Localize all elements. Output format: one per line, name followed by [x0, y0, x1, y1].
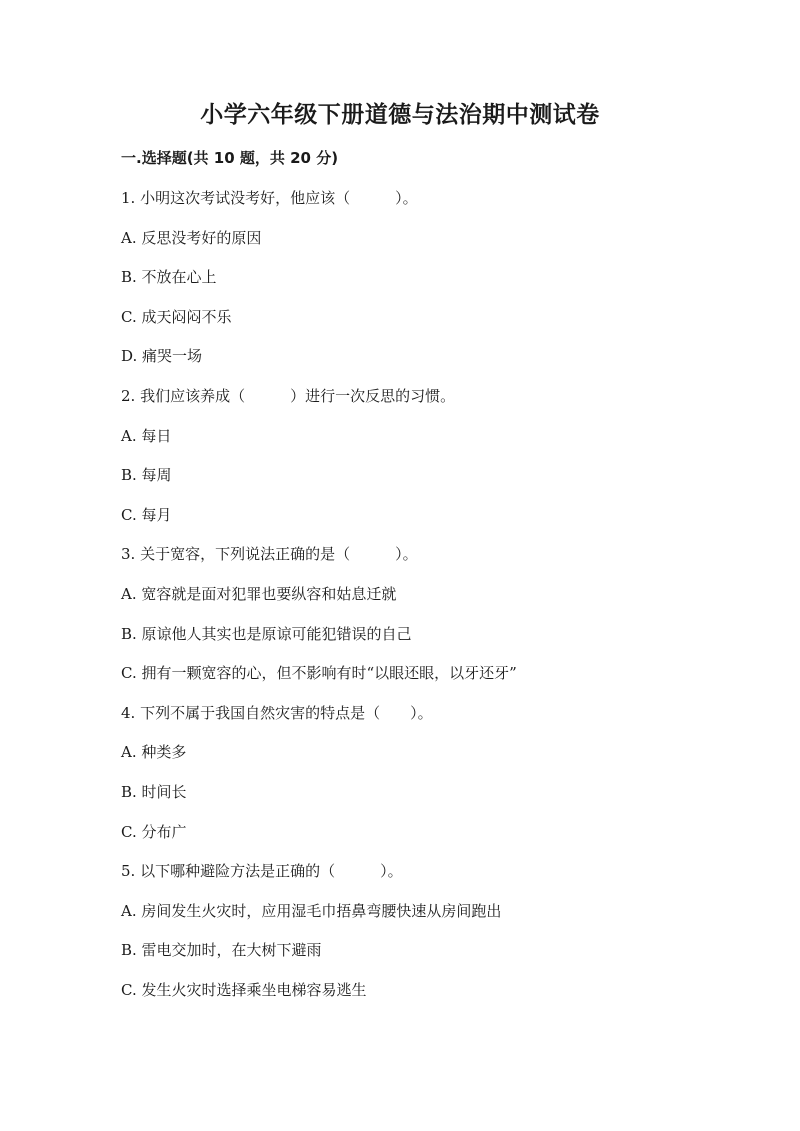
question-2-option-b: B. 每周 [121, 466, 172, 485]
question-1-option-b: B. 不放在心上 [121, 268, 217, 287]
page-title: 小学六年级下册道德与法治期中测试卷 [200, 102, 600, 128]
question-2-option-a: A. 每日 [121, 426, 172, 445]
question-3-option-a: A. 宽容就是面对犯罪也要纵容和姑息迁就 [121, 584, 397, 603]
question-2-option-c: C. 每月 [121, 505, 172, 524]
question-1-option-c: C. 成天闷闷不乐 [121, 307, 232, 326]
question-1-stem: 1. 小明这次考试没考好，他应该（ ）。 [121, 189, 418, 207]
question-4-option-b: B. 时间长 [121, 782, 187, 801]
question-5-option-b: B. 雷电交加时，在大树下避雨 [121, 941, 322, 960]
question-4-option-c: C. 分布广 [121, 822, 187, 841]
question-1-option-d: D. 痛哭一场 [121, 347, 203, 366]
question-4-stem: 4. 下列不属于我国自然灾害的特点是（ ）。 [121, 703, 433, 722]
question-5-stem: 5. 以下哪种避险方法是正确的（ ）。 [121, 862, 403, 881]
question-2-stem: 2. 我们应该养成（ ）进行一次反思的习惯。 [121, 386, 456, 405]
question-5-option-a: A. 房间发生火灾时，应用湿毛巾捂鼻弯腰快速从房间跑出 [121, 901, 502, 920]
section-heading: 一.选择题(共 10 题，共 20 分) [121, 149, 339, 167]
question-list [121, 187, 721, 1018]
question-3-option-c: C. 拥有一颗宽容的心，但不影响有时“以眼还眼，以牙还牙” [121, 664, 517, 683]
question-4-option-a: A. 种类多 [121, 743, 187, 762]
question-3-stem: 3. 关于宽容，下列说法正确的是（ ）。 [121, 545, 418, 564]
question-5-option-c: C. 发生火灾时选择乘坐电梯容易逃生 [121, 980, 367, 999]
question-1-option-a: A. 反思没考好的原因 [121, 228, 262, 247]
question-3-option-b: B. 原谅他人其实也是原谅可能犯错误的自己 [121, 624, 412, 643]
